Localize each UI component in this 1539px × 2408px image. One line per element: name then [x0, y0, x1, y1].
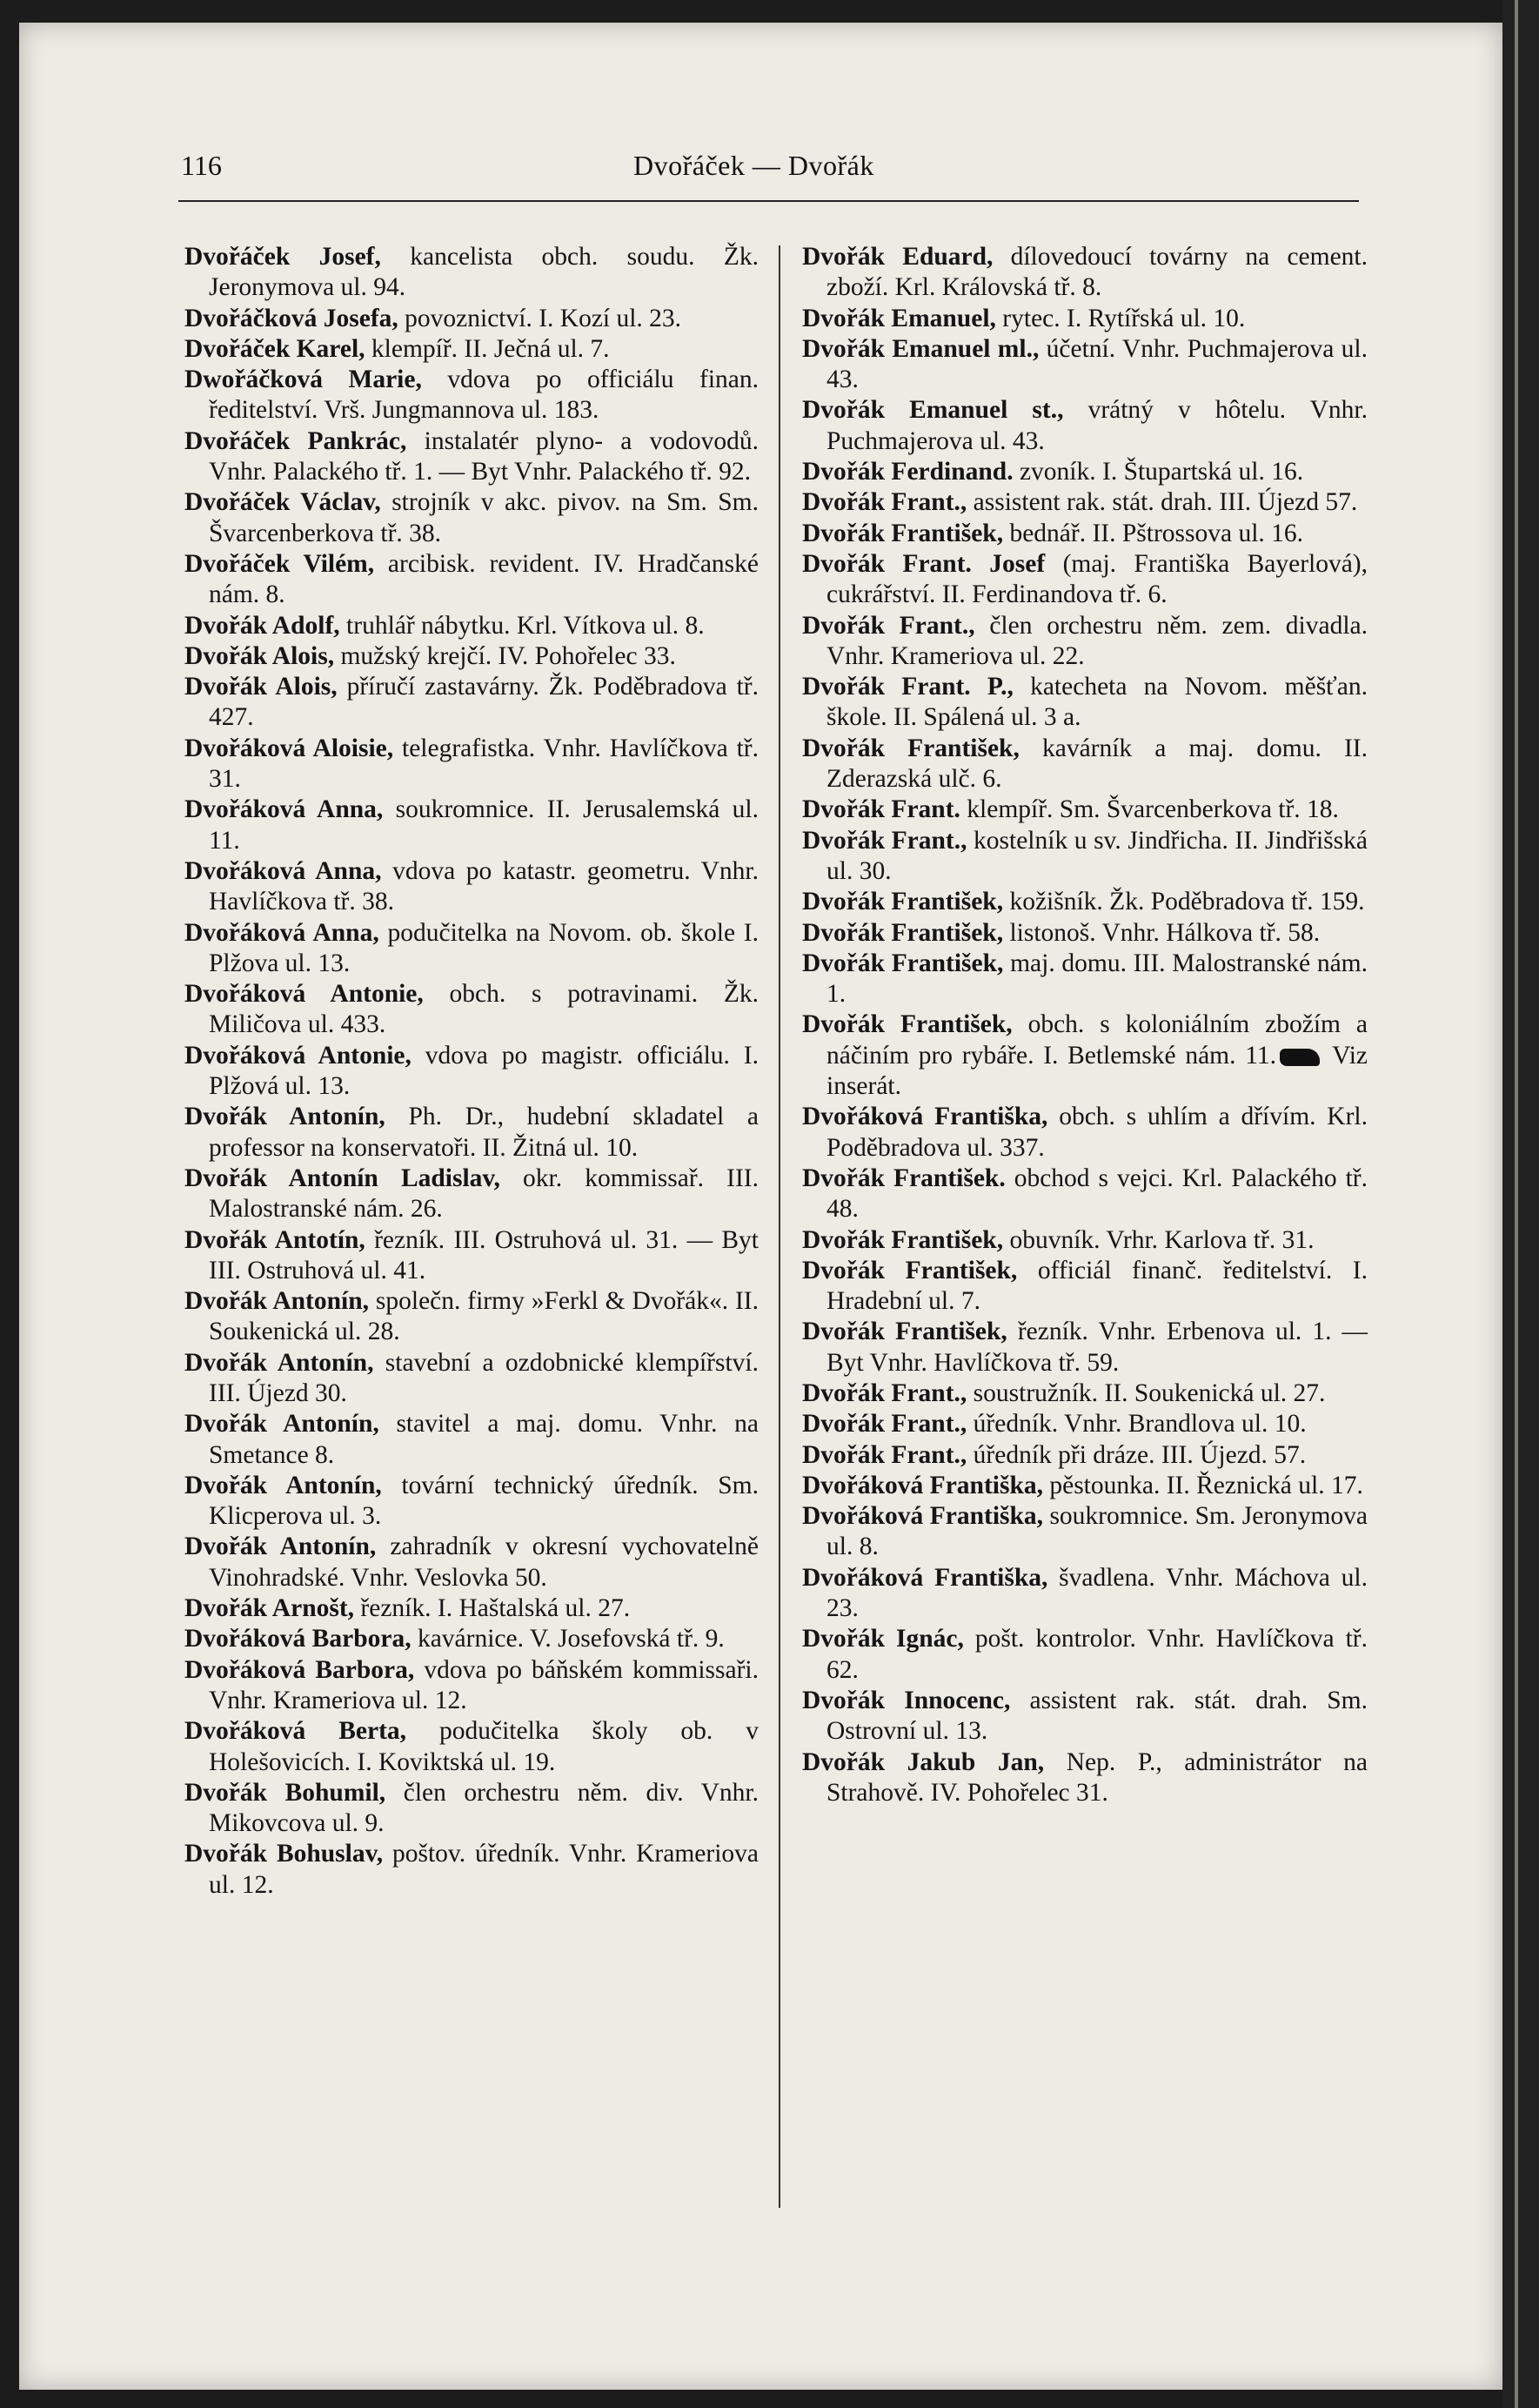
- entry-name: Dvořák František,: [802, 519, 1004, 547]
- directory-entry: [184, 426, 759, 488]
- directory-entry: [802, 795, 1368, 825]
- entry-name: Dvořák František,: [802, 888, 1004, 916]
- entry-details: soustružník. II. Soukenická ul. 27.: [967, 1378, 1326, 1407]
- entry-name: Dvořáková Antonie,: [184, 1041, 412, 1070]
- directory-entry: [184, 1624, 759, 1654]
- entry-details: kancelista obch. soudu. Žk. Jeronymova ul. 94.: [209, 243, 759, 302]
- entry-name: Dvořák František,: [802, 949, 1004, 977]
- directory-entry: [184, 1102, 759, 1164]
- entry-name: Dvořáček Václav,: [184, 488, 381, 517]
- entry-details: úředník při dráze. III. Újezd. 57.: [967, 1440, 1307, 1469]
- directory-entry: [802, 1440, 1368, 1471]
- entry-name: Dvořáková Berta,: [184, 1717, 407, 1746]
- entry-details: člen orchestru něm. div. Vnhr. Mikovcova ul. 9.: [209, 1778, 759, 1838]
- running-title: Dvořáček — Dvořák: [633, 150, 874, 181]
- directory-entry: [184, 611, 759, 641]
- directory-entry: [802, 457, 1368, 487]
- entry-name: Dvořáková Aloisie,: [184, 734, 394, 762]
- directory-entry: [184, 549, 759, 611]
- page-edge: [1502, 0, 1539, 2408]
- entry-details: vrátný v hôtelu. Vnhr. Puchmajerova ul. 43.: [826, 396, 1368, 455]
- entry-details: listonoš. Vnhr. Hálkova tř. 58.: [1003, 918, 1321, 947]
- entry-name: Dvořáková Františka,: [802, 1563, 1048, 1592]
- entry-name: Dvořák Frant. P.,: [802, 673, 1014, 701]
- entry-details: katecheta na Novom. měšťan. škole. II. Spálená ul. 3 a.: [826, 673, 1368, 732]
- entry-name: Dvořáková Františka,: [802, 1502, 1044, 1531]
- directory-entry: [184, 1164, 759, 1225]
- directory-entry: [184, 918, 759, 980]
- entry-name: Dvořáková Anna,: [184, 918, 379, 947]
- entry-details: podučitelka na Novom. ob. škole I. Plžova ul. 13.: [209, 918, 759, 977]
- entry-details: řezník. III. Ostruhová ul. 31. — Byt III. Ostruhová ul. 41.: [209, 1225, 759, 1284]
- entry-name: Dvořák Ignác,: [802, 1625, 964, 1653]
- entry-reference: Viz inserát.: [826, 1041, 1368, 1101]
- entry-name: Dvořák Frant.,: [802, 1378, 967, 1407]
- directory-entry: [802, 1256, 1368, 1318]
- entry-details: člen orchestru něm. zem. divadla. Vnhr. Krameriova ul. 22.: [826, 611, 1368, 670]
- entry-name: Dvořák František,: [802, 1010, 1013, 1039]
- entry-details: obch. s uhlím a dřívím. Krl. Poděbradova ul. 337.: [826, 1103, 1368, 1162]
- page-number: 116: [181, 150, 222, 181]
- entry-details: poštov. úředník. Vnhr. Krameriova ul. 12.: [209, 1840, 759, 1899]
- entry-name: Dvořák František,: [802, 734, 1020, 762]
- directory-entry: [802, 1624, 1368, 1686]
- directory-entry: [184, 1225, 759, 1287]
- entry-name: Dvořáková Anna,: [184, 856, 382, 885]
- entry-name: Dvořáček Pankrác,: [184, 426, 407, 455]
- entry-details: rytec. I. Rytířská ul. 10.: [995, 304, 1246, 332]
- directory-entry: [802, 242, 1368, 304]
- entry-details: klempíř. Sm. Švarcenberkova tř. 18.: [960, 795, 1339, 824]
- directory-entry: [184, 856, 759, 918]
- entry-details: švadlena. Vnhr. Máchova ul. 23.: [826, 1563, 1368, 1623]
- directory-entry: [802, 1686, 1368, 1747]
- entry-name: Dvořák Emanuel,: [802, 304, 996, 332]
- entry-details: kostelník u sv. Jindřicha. II. Jindřišská ul. 30.: [826, 826, 1368, 885]
- directory-entry: [802, 1009, 1368, 1102]
- entry-name: Dvořáček Josef,: [184, 243, 381, 271]
- entry-details: telegrafistka. Vnhr. Havlíčkova tř. 31.: [209, 734, 759, 794]
- directory-entry: [802, 304, 1368, 334]
- directory-entry: [802, 1471, 1368, 1501]
- directory-entry: [802, 334, 1368, 396]
- entry-name: Dvořák Eduard,: [802, 243, 994, 271]
- right-column: [802, 242, 1368, 1808]
- directory-entry: [184, 1348, 759, 1410]
- entry-name: Dvořák Antotín,: [184, 1225, 365, 1254]
- directory-entry: [802, 487, 1368, 518]
- entry-details: pošt. kontrolor. Vnhr. Havlíčkova tř. 62.: [826, 1625, 1368, 1684]
- entry-name: Dvořák Adolf,: [184, 611, 340, 640]
- directory-entry: [802, 949, 1368, 1010]
- entry-details: soukromnice. II. Jerusalemská ul. 11.: [209, 795, 759, 855]
- directory-entry: [802, 672, 1368, 734]
- entry-details: vdova po magistr. officiálu. I. Plžová ul. 13.: [209, 1041, 759, 1101]
- entry-details: stavitel a maj. domu. Vnhr. na Smetance 8.: [209, 1410, 759, 1469]
- entry-name: Dvořák Frant.,: [802, 826, 967, 855]
- entry-name: Dvořák Emanuel ml.,: [802, 334, 1040, 363]
- entry-name: Dvořák Frant.,: [802, 611, 975, 640]
- directory-entry: [184, 1839, 759, 1901]
- entry-name: Dvořáček Karel,: [184, 334, 365, 363]
- directory-entry: [184, 487, 759, 549]
- entry-details: povoznictví. I. Kozí ul. 23.: [398, 304, 682, 332]
- directory-entry: [184, 734, 759, 795]
- entry-name: Dvořák Frant.,: [802, 488, 967, 517]
- entry-details: soukromnice. Sm. Jeronymova ul. 8.: [826, 1502, 1368, 1561]
- entry-details: assistent rak. stát. drah. Sm. Ostrovní ul. 13.: [826, 1686, 1368, 1746]
- entry-details: maj. domu. III. Malostranské nám. 1.: [826, 949, 1368, 1009]
- entry-details: kožišník. Žk. Poděbradova tř. 159.: [1003, 888, 1365, 916]
- entry-details: vdova po officiálu finan. ředitelství. Vrš. Jungmannova ul. 183.: [209, 366, 759, 425]
- column-divider: [779, 245, 780, 2208]
- directory-entry: [802, 887, 1368, 917]
- entry-details: zahradník v okresní vychovatelně Vinohradské. Vnhr. Veslovka 50.: [209, 1533, 759, 1592]
- entry-name: Dvořák Frant. Josef: [802, 549, 1046, 578]
- directory-entry: [802, 826, 1368, 888]
- directory-entry: [184, 1655, 759, 1717]
- entry-details: instalatér plyno- a vodovodů. Vnhr. Palackého tř. 1. — Byt Vnhr. Palackého tř. 92.: [209, 426, 759, 486]
- entry-name: Dvořák Emanuel st.,: [802, 396, 1064, 425]
- directory-entry: [184, 1778, 759, 1840]
- entry-name: Dvořák Frant.: [802, 795, 960, 824]
- entry-details: vdova po báňském kommissaři. Vnhr. Krameriova ul. 12.: [209, 1655, 759, 1714]
- directory-entry: [184, 795, 759, 856]
- entry-details: bednář. II. Pštrossova ul. 16.: [1003, 519, 1304, 547]
- entry-details: stavební a ozdobnické klempířství. III. Újezd 30.: [209, 1348, 759, 1407]
- directory-entry: [184, 1532, 759, 1593]
- entry-details: řezník. I. Haštalská ul. 27.: [354, 1594, 631, 1623]
- entry-details: kavárnice. V. Josefovská tř. 9.: [411, 1625, 725, 1653]
- entry-details: příručí zastavárny. Žk. Poděbradova tř. 427.: [209, 673, 759, 732]
- directory-entry: [802, 549, 1368, 611]
- entry-name: Dvořák Alois,: [184, 641, 335, 670]
- directory-entry: [184, 1593, 759, 1624]
- directory-entry: [802, 1317, 1368, 1378]
- directory-entry: [184, 334, 759, 365]
- directory-entry: [184, 1041, 759, 1103]
- entry-name: Dvořák Antonín,: [184, 1287, 369, 1316]
- entry-name: Dvořáček Vilém,: [184, 549, 375, 578]
- directory-entry: [802, 1501, 1368, 1563]
- directory-entry: [802, 918, 1368, 949]
- entry-name: Dvořáková Barbora,: [184, 1655, 415, 1684]
- directory-entry: [184, 1286, 759, 1348]
- entry-details: mužský krejčí. IV. Pohořelec 33.: [334, 641, 676, 670]
- entry-details: klempíř. II. Ječná ul. 7.: [365, 334, 610, 363]
- entry-details: arcibisk. revident. IV. Hradčanské nám. 8.: [209, 549, 759, 609]
- directory-entry: [184, 304, 759, 334]
- entry-name: Dvořák František,: [802, 918, 1004, 947]
- entry-name: Dvořák Antonín Ladislav,: [184, 1164, 500, 1192]
- directory-entry: [802, 519, 1368, 549]
- entry-name: Dvořák Antonín,: [184, 1533, 377, 1561]
- entry-details: okr. kommissař. III. Malostranské nám. 26.: [209, 1164, 759, 1224]
- entry-details: společn. firmy »Ferkl & Dvořák«. II. Soukenická ul. 28.: [209, 1287, 759, 1346]
- entry-name: Dvořáková Františka,: [802, 1471, 1043, 1499]
- entry-name: Dvořák Antonín,: [184, 1410, 379, 1439]
- entry-name: Dvořák Innocenc,: [802, 1686, 1011, 1714]
- entry-name: Dwořáčková Marie,: [184, 366, 422, 394]
- entry-name: Dvořák Frant.,: [802, 1440, 967, 1469]
- entry-details: officiál finanč. ředitelství. I. Hradební ul. 7.: [826, 1256, 1368, 1316]
- directory-entry: [802, 734, 1368, 795]
- entry-name: Dvořák Ferdinand.: [802, 458, 1014, 486]
- directory-entry: [802, 1378, 1368, 1409]
- entry-name: Dvořák Alois,: [184, 673, 338, 701]
- directory-entry: [184, 1716, 759, 1778]
- entry-name: Dvořák František,: [802, 1318, 1007, 1346]
- directory-entry: [184, 1471, 759, 1533]
- entry-name: Dvořák Arnošt,: [184, 1594, 355, 1623]
- entry-name: Dvořáková Anna,: [184, 795, 384, 824]
- entry-details: zvoník. I. Štupartská ul. 16.: [1013, 458, 1304, 486]
- entry-details: podučitelka školy ob. v Holešovicích. I. Koviktská ul. 19.: [209, 1717, 759, 1776]
- entry-name: Dvořák Antonín,: [184, 1103, 385, 1131]
- directory-entry: [802, 1225, 1368, 1256]
- page-edge-line: [1515, 0, 1518, 2408]
- directory-entry: [802, 1563, 1368, 1625]
- entry-details: obch. s potravinami. Žk. Miličova ul. 433.: [209, 980, 759, 1039]
- directory-entry: [184, 979, 759, 1041]
- entry-details: obch. s koloniálním zbožím a náčiním pro rybáře. I. Betlemské nám. 11.: [826, 1010, 1368, 1070]
- directory-entry: [802, 395, 1368, 457]
- entry-name: Dvořák František.: [802, 1164, 1006, 1192]
- entry-details: řezník. Vnhr. Erbenova ul. 1. — Byt Vnhr. Havlíčkova tř. 59.: [826, 1318, 1368, 1377]
- entry-name: Dvořáčková Josefa,: [184, 304, 398, 332]
- entry-name: Dvořáková Františka,: [802, 1103, 1048, 1131]
- directory-entry: [184, 1409, 759, 1471]
- entry-name: Dvořáková Antonie,: [184, 980, 424, 1009]
- entry-details: tovární technický úředník. Sm. Klicperova ul. 3.: [209, 1471, 759, 1531]
- entry-name: Dvořák František,: [802, 1225, 1004, 1254]
- page-header: [181, 150, 1355, 193]
- directory-entry: [184, 672, 759, 734]
- directory-entry: [802, 1102, 1368, 1164]
- directory-entry: [184, 365, 759, 426]
- entry-details: obuvník. Vrhr. Karlova tř. 31.: [1003, 1225, 1315, 1254]
- entry-details: truhlář nábytku. Krl. Vítkova ul. 8.: [339, 611, 705, 640]
- directory-entry: [802, 1747, 1368, 1809]
- entry-name: Dvořák Frant.,: [802, 1410, 967, 1439]
- entry-name: Dvořák Bohumil,: [184, 1778, 386, 1807]
- entry-details: účetní. Vnhr. Puchmajerova ul. 43.: [826, 334, 1368, 394]
- entry-details: strojník v akc. pivov. na Sm. Sm. Švarcenberkova tř. 38.: [209, 488, 759, 547]
- entry-details: obchod s vejci. Krl. Palackého tř. 48.: [826, 1164, 1368, 1224]
- directory-entry: [184, 242, 759, 304]
- entry-name: Dvořáková Barbora,: [184, 1625, 412, 1653]
- header-rule: [178, 200, 1359, 202]
- directory-entry: [184, 641, 759, 672]
- entry-details: dílovedoucí továrny na cement. zboží. Krl. Královská tř. 8.: [826, 243, 1368, 302]
- entry-name: Dvořák Jakub Jan,: [802, 1747, 1045, 1776]
- entry-name: Dvořák Antonín,: [184, 1348, 374, 1377]
- entry-details: Nep. P., administrátor na Strahově. IV. Pohořelec 31.: [826, 1747, 1368, 1807]
- entry-details: kavárník a maj. domu. II. Zderazská ulč. 6.: [826, 734, 1368, 794]
- entry-details: assistent rak. stát. drah. III. Újezd 57.: [967, 488, 1358, 517]
- left-column: [184, 242, 759, 1901]
- entry-name: Dvořák Antonín,: [184, 1471, 382, 1499]
- entry-details: vdova po katastr. geometru. Vnhr. Havlíčkova tř. 38.: [209, 856, 759, 916]
- directory-entry: [802, 611, 1368, 673]
- entry-details: úředník. Vnhr. Brandlova ul. 10.: [967, 1410, 1307, 1439]
- entry-details: (maj. Františka Bayerlová), cukrářství. II. Ferdinandova tř. 6.: [826, 549, 1368, 609]
- entry-name: Dvořák František,: [802, 1256, 1018, 1284]
- entry-name: Dvořák Bohuslav,: [184, 1840, 384, 1868]
- entry-details: Ph. Dr., hudební skladatel a professor na konservatoři. II. Žitná ul. 10.: [209, 1103, 759, 1162]
- directory-entry: [802, 1164, 1368, 1225]
- entry-details: pěstounka. II. Řeznická ul. 17.: [1042, 1471, 1363, 1499]
- pointing-hand-icon: [1280, 1049, 1320, 1066]
- directory-entry: [802, 1409, 1368, 1439]
